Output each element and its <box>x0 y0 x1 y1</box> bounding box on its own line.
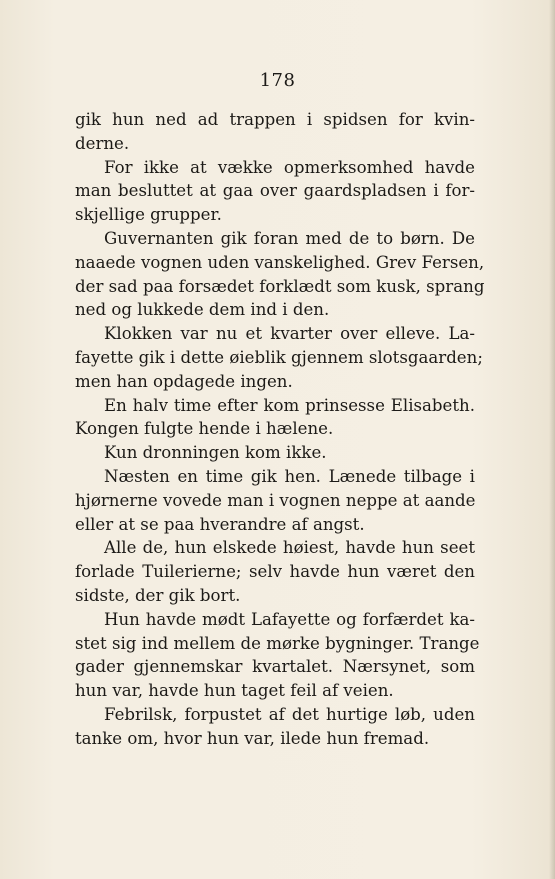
text-line: sidste, der gik bort. <box>75 585 241 605</box>
text-line: men han opdagede ingen. <box>75 371 293 391</box>
text-line: hun var, havde hun taget feil af veien. <box>75 681 394 701</box>
text-line: Kongen fulgte hende i hælene. <box>75 419 334 439</box>
text-line: Kun dronningen kom ikke. <box>104 443 327 463</box>
text-line: eller at se paa hverandre af angst. <box>75 514 365 534</box>
text-line: Febrilsk, forpustet af det hurtige løb, uden <box>104 704 475 724</box>
text-line: For ikke at vække opmerksomhed havde <box>104 157 475 177</box>
text-line: hjørnerne vovede man i vognen neppe at aande <box>75 490 476 510</box>
body-text <box>75 108 485 751</box>
text-line: Hun havde mødt Lafayette og forfærdet ka- <box>104 609 475 629</box>
text-line: gader gjennemskar kvartalet. Nærsynet, som <box>75 657 475 677</box>
text-line: forlade Tuilerierne; selv havde hun været den <box>75 562 475 582</box>
text-line: Guvernanten gik foran med de to børn. De <box>104 228 475 248</box>
text-line: Næsten en time gik hen. Lænede tilbage i <box>104 466 475 486</box>
text-line: stet sig ind mellem de mørke bygninger. Trange <box>75 633 480 653</box>
text-line: gik hun ned ad trappen i spidsen for kvin- <box>75 110 475 129</box>
text-line: skjellige grupper. <box>75 205 222 225</box>
text-line: man besluttet at gaa over gaardspladsen i for- <box>75 181 475 201</box>
text-line: tanke om, hvor hun var, ilede hun fremad. <box>75 728 430 748</box>
text-line: Alle de, hun elskede høiest, havde hun seet <box>104 538 475 558</box>
page-edge-shadow <box>549 0 555 879</box>
text-line: der sad paa forsædet forklædt som kusk, sprang <box>75 276 485 296</box>
text-line: ned og lukkede dem ind i den. <box>75 300 330 320</box>
text-line: derne. <box>75 133 130 153</box>
page-number: 178 <box>259 70 296 91</box>
text-line: En halv time efter kom prinsesse Elisabeth. <box>104 395 475 415</box>
text-line: naaede vognen uden vanskelighed. Grev Fersen, <box>75 252 485 272</box>
text-line: Klokken var nu et kvarter over elleve. La- <box>104 324 475 344</box>
text-line: fayette gik i dette øieblik gjennem slotsgaarden; <box>75 347 483 367</box>
